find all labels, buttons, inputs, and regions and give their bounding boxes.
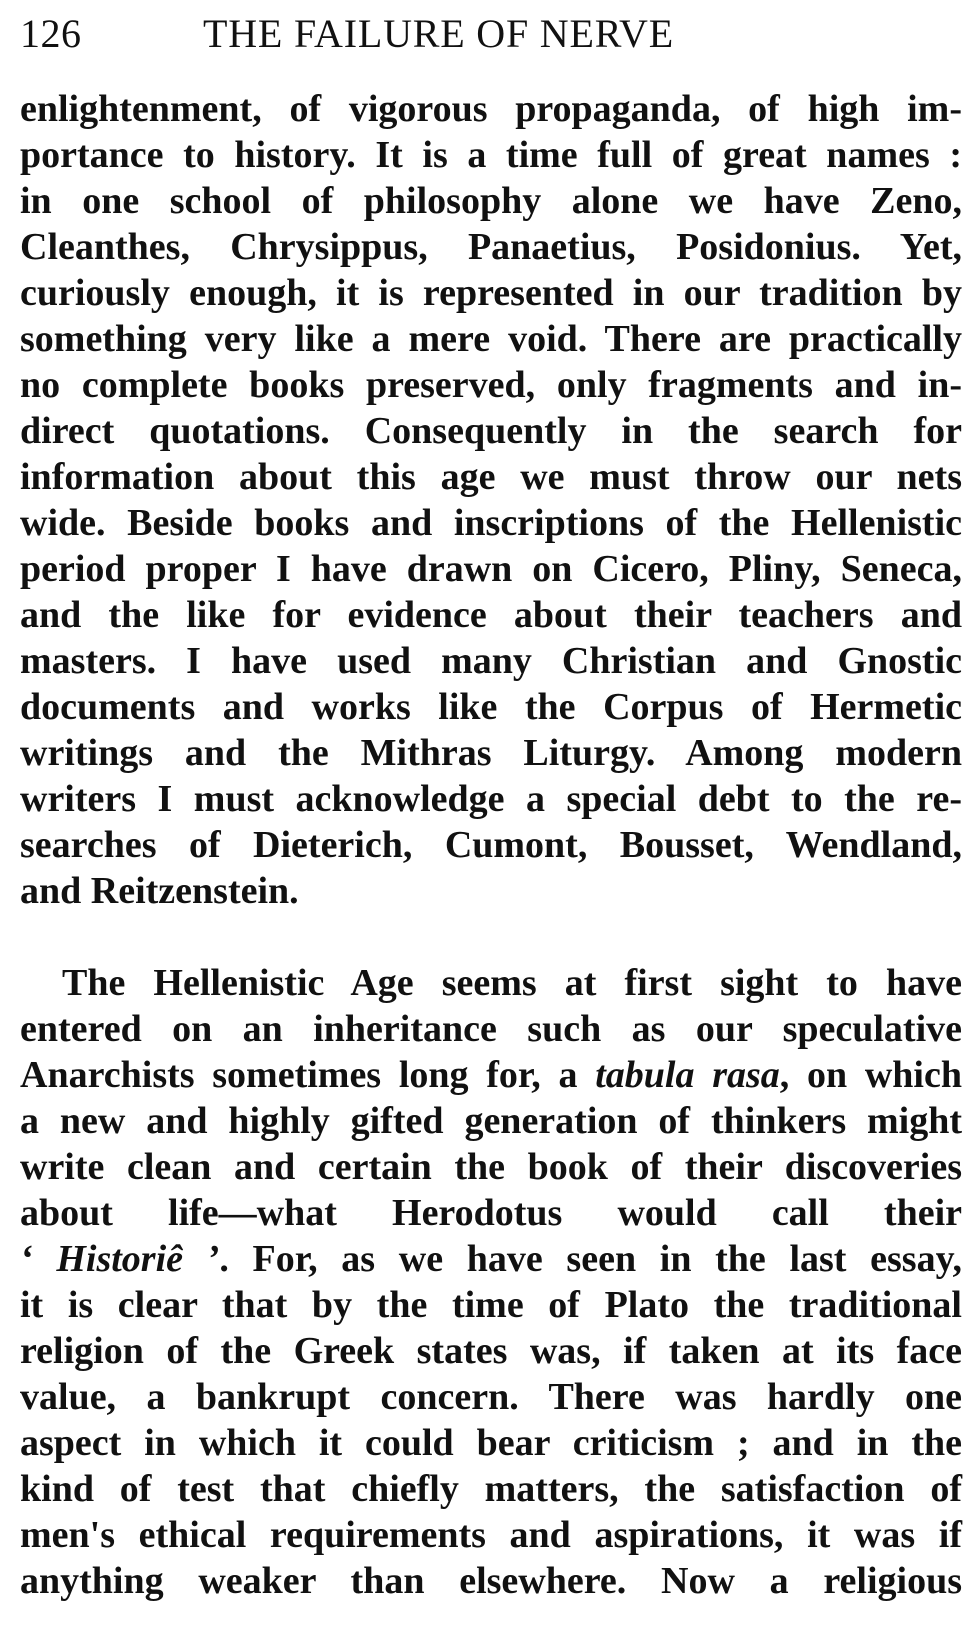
text-line: information about this age we must throw our nets: [20, 456, 962, 498]
text-line: value, a bankrupt concern. There was hardly one: [20, 1376, 962, 1418]
text-line: anything weaker than elsewhere. Now a religious: [20, 1560, 962, 1602]
text-line: entered on an inheritance such as our speculative: [20, 1008, 962, 1050]
text-line: curiously enough, it is represented in our tradition by: [20, 272, 962, 314]
paragraph-1: [20, 86, 962, 914]
text-line: a new and highly gifted generation of thinkers might: [20, 1100, 962, 1142]
text-line: it is clear that by the time of Plato the traditional: [20, 1284, 962, 1326]
text-line: direct quotations. Consequently in the search for: [20, 410, 962, 452]
text-fragment: . For, as we have seen in the last essay,: [219, 1238, 962, 1280]
running-head: [20, 6, 962, 58]
text-line: searches of Dieterich, Cumont, Bousset, Wendland,: [20, 824, 962, 866]
text-line: [20, 1236, 962, 1282]
text-line: in one school of philosophy alone we have Zeno,: [20, 180, 962, 222]
text-line: masters. I have used many Christian and Gnostic: [20, 640, 962, 682]
text-line: Cleanthes, Chrysippus, Panaetius, Posidonius. Yet,: [20, 226, 962, 268]
text-line: writings and the Mithras Liturgy. Among modern: [20, 732, 962, 774]
text-line: enlightenment, of vigorous propaganda, of high im-: [20, 88, 962, 130]
text-line: writers I must acknowledge a special debt to the re-: [20, 778, 962, 820]
text-line: and the like for evidence about their teachers and: [20, 594, 962, 636]
paragraph-2: [20, 960, 962, 1604]
text-fragment: , on which: [779, 1054, 962, 1096]
text-line: wide. Beside books and inscriptions of the Hellenistic: [20, 502, 962, 544]
text-line: men's ethical requirements and aspirations, it was if: [20, 1514, 962, 1556]
text-line: kind of test that chiefly matters, the satisfaction of: [20, 1468, 962, 1510]
text-line: aspect in which it could bear criticism ; and in the: [20, 1422, 962, 1464]
text-line: something very like a mere void. There are practically: [20, 318, 962, 360]
text-fragment: Anarchists sometimes long for, a: [20, 1054, 596, 1096]
text-line: period proper I have drawn on Cicero, Pliny, Seneca,: [20, 548, 962, 590]
italic-phrase: ‘ Historiê ’: [20, 1238, 220, 1280]
running-title: THE FAILURE OF NERVE: [203, 11, 674, 56]
italic-phrase: tabula rasa: [595, 1054, 780, 1096]
text-line: religion of the Greek states was, if taken at its face: [20, 1330, 962, 1372]
page-number: 126: [20, 11, 82, 56]
text-line: no complete books preserved, only fragments and in-: [20, 364, 962, 406]
paragraph-gap: [20, 914, 962, 960]
text-line: portance to history. It is a time full of great names :: [20, 134, 962, 176]
text-line: write clean and certain the book of their discoveries: [20, 1146, 962, 1188]
text-line: documents and works like the Corpus of Hermetic: [20, 686, 962, 728]
text-line: The Hellenistic Age seems at first sight to have: [62, 962, 962, 1004]
text-line: and Reitzenstein.: [20, 870, 299, 912]
text-line: [20, 1052, 962, 1098]
text-line: about life—what Herodotus would call their: [20, 1192, 962, 1234]
